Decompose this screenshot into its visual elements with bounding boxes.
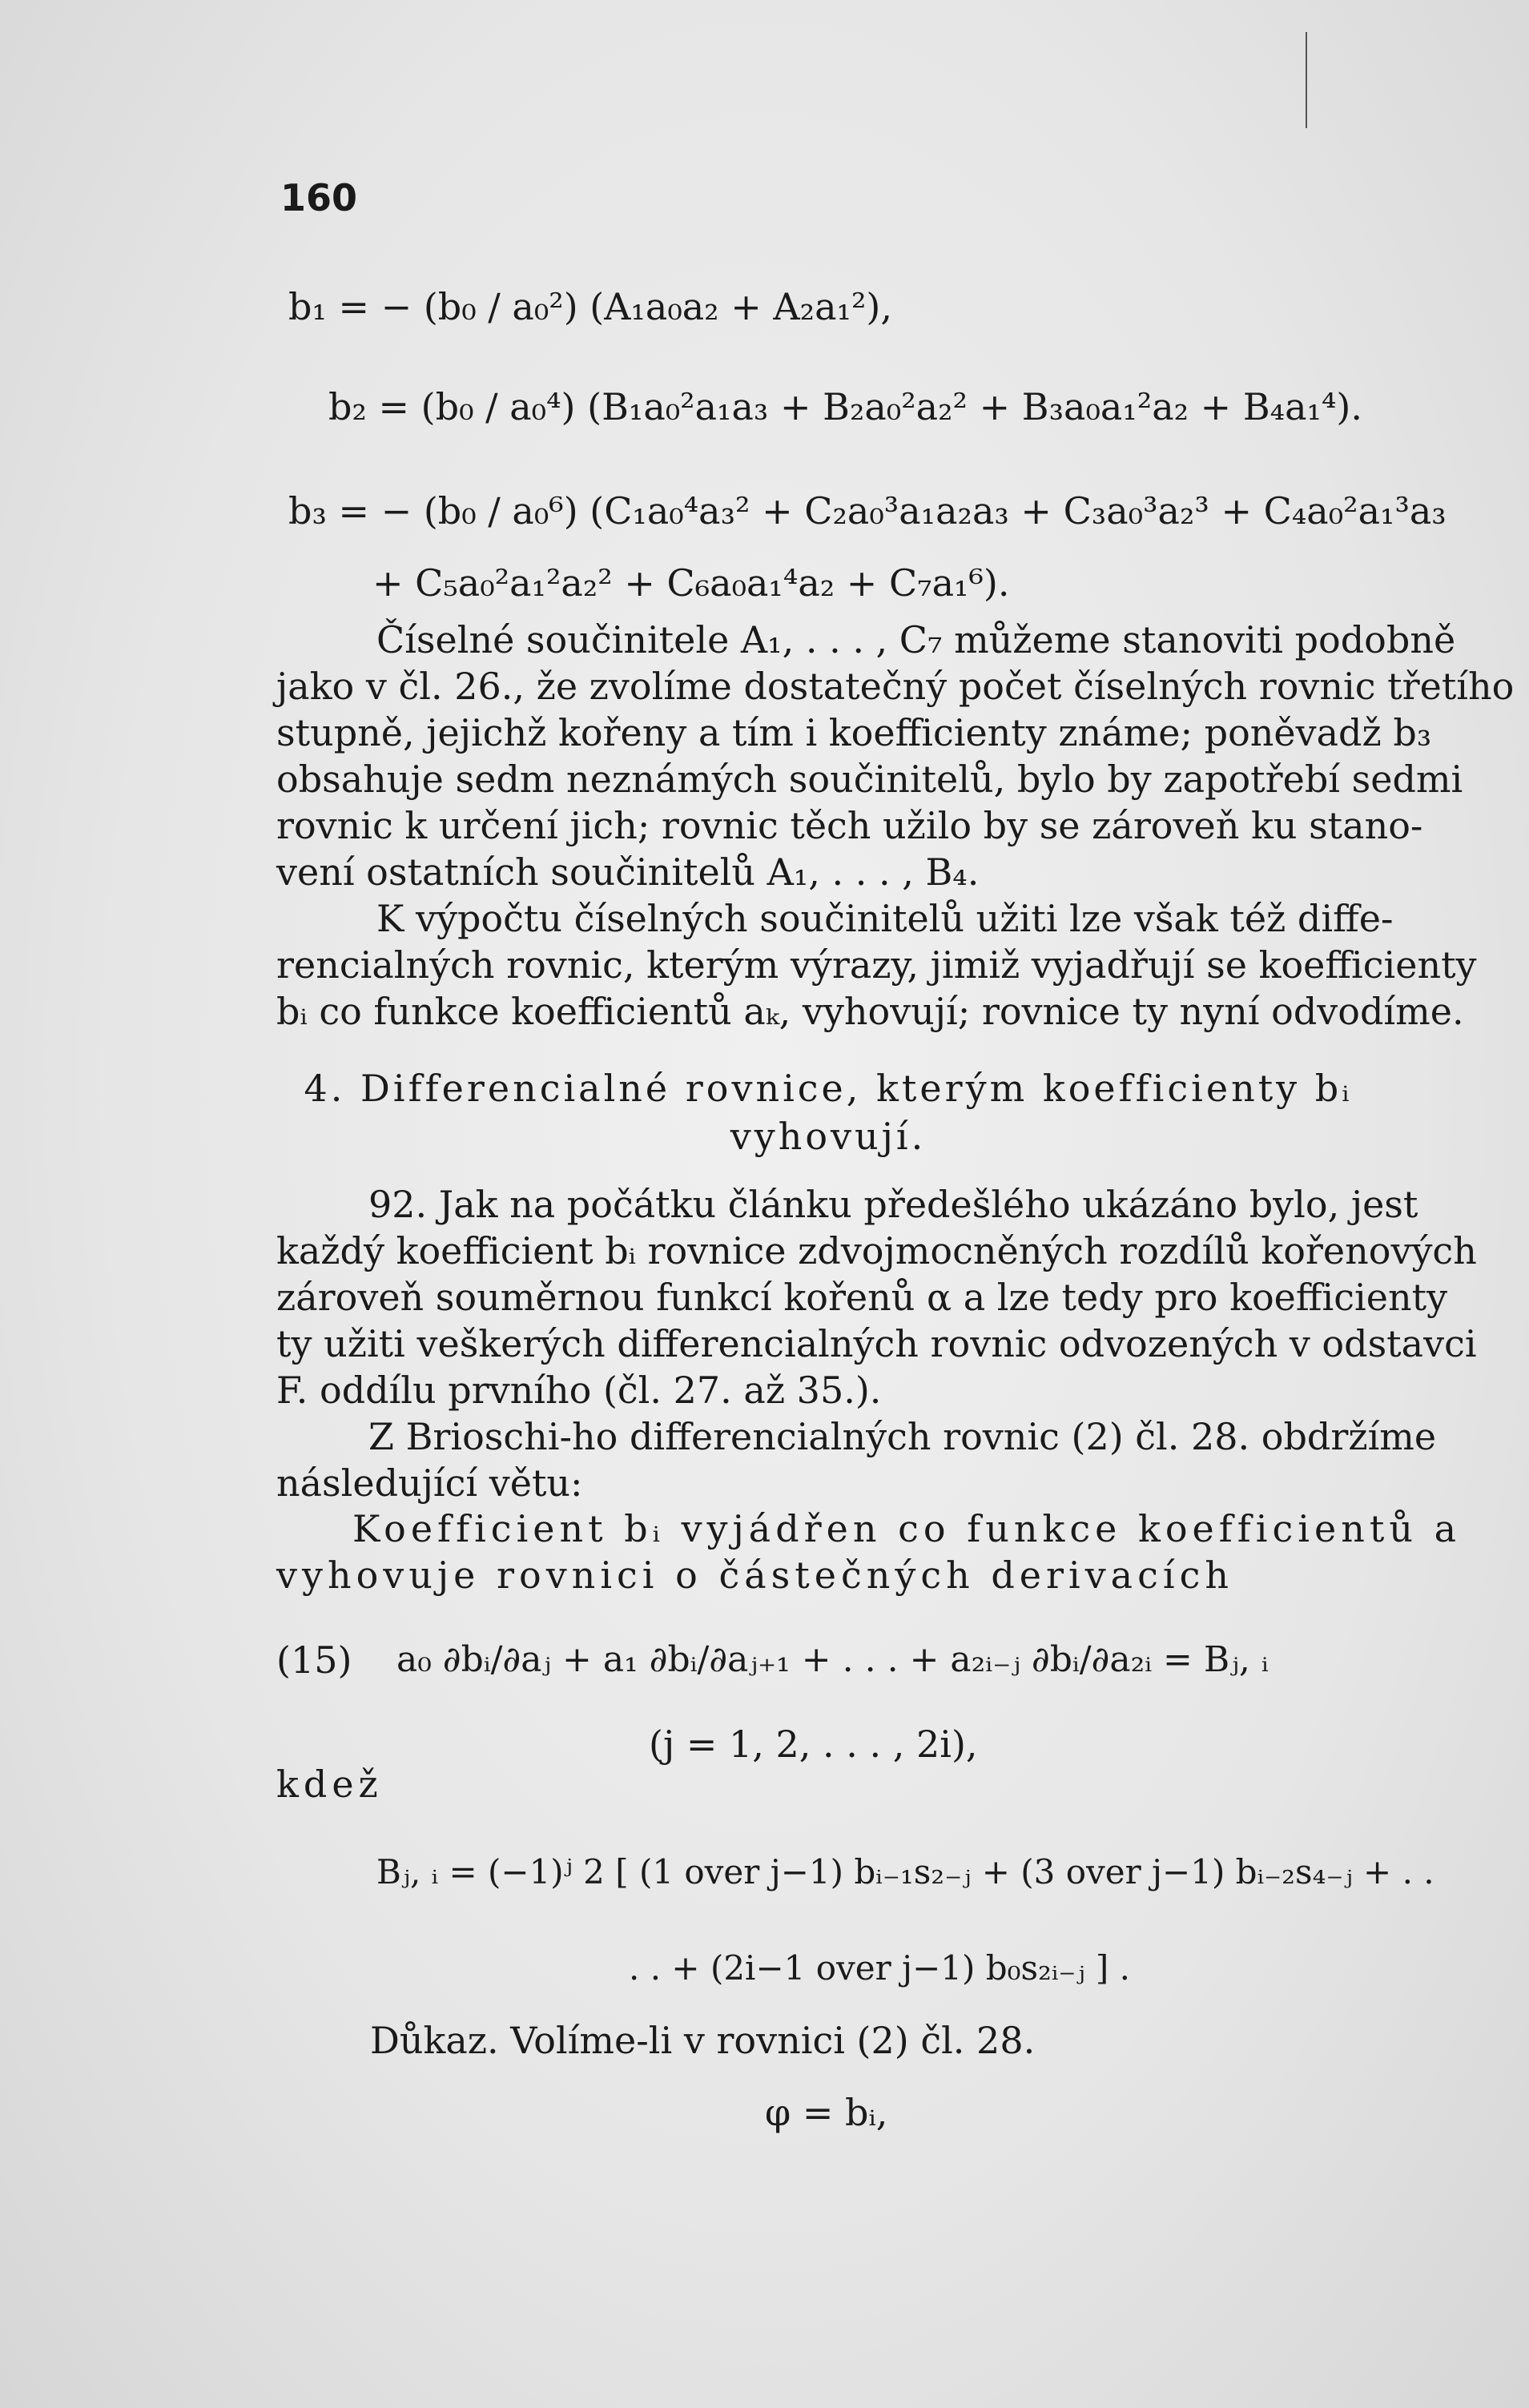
equation-15-body: a₀ ∂bᵢ/∂aⱼ + a₁ ∂bᵢ/∂aⱼ₊₁ + . . . + a₂ᵢ₋ⱼ ∂bᵢ/∂a₂ᵢ = Bⱼ, ᵢ (396, 1639, 1269, 1680)
equation-15-range: (j = 1, 2, . . . , 2i), (649, 1723, 978, 1766)
bji-definition-line1: Bⱼ, ᵢ = (−1)ʲ 2 [ (1 over j−1) bᵢ₋₁s₂₋ⱼ + (3 over j−1) bᵢ₋₂s₄₋ⱼ + . . (376, 1852, 1434, 1891)
page-number: 160 (280, 176, 358, 219)
paragraph1-line: stupně, jejichž kořeny a tím i koefficienty známe; poněvadž b₃ (276, 711, 1432, 754)
paragraph3-line: ty užiti veškerých differencialných rovnic odvozených v odstavci (276, 1322, 1477, 1365)
paragraph2-line: bᵢ co funkce koefficientů aₖ, vyhovují; rovnice ty nyní odvodíme. (276, 990, 1464, 1033)
paragraph3-line: každý koefficient bᵢ rovnice zdvojmocněných rozdílů kořenových (276, 1229, 1477, 1272)
paragraph1-line: jako v čl. 26., že zvolíme dostatečný počet číselných rovnic třetího (276, 665, 1515, 708)
equation-b3-line1: b₃ = − (b₀ / a₀⁶) (C₁a₀⁴a₃² + C₂a₀³a₁a₂a₃ + C₃a₀³a₂³ + C₄a₀²a₁³a₃ (288, 489, 1447, 533)
section-heading-line2: vyhovují. (730, 1115, 927, 1158)
paragraph1-line: Číselné součinitele A₁, . . . , C₇ můžeme stanoviti podobně (376, 618, 1456, 661)
bji-definition-line2: . . + (2i−1 over j−1) b₀s₂ᵢ₋ⱼ ] . (629, 1948, 1130, 1988)
paragraph1-line: rovnic k určení jich; rovnic těch užilo by se zároveň ku stano- (276, 804, 1423, 847)
equation-b3-line2: + C₅a₀²a₁²a₂² + C₆a₀a₁⁴a₂ + C₇a₁⁶). (372, 561, 1010, 605)
paragraph1-line: vení ostatních součinitelů A₁, . . . , B₄. (276, 850, 980, 894)
proof-line: Důkaz. Volíme-li v rovnici (2) čl. 28. (370, 2019, 1036, 2062)
paragraph2-line: rencialných rovnic, kterým výrazy, jimiž vyjadřují se koefficienty (276, 943, 1477, 987)
section-heading-line1: 4. Differencialné rovnice, kterým koefficienty bᵢ (304, 1067, 1353, 1110)
kdez-word: kdež (276, 1763, 383, 1806)
paragraph1-line: obsahuje sedm neznámých součinitelů, bylo by zapotřebí sedmi (276, 758, 1463, 801)
paragraph4-line: následující větu: (276, 1461, 583, 1505)
phi-equation: φ = bᵢ, (765, 2091, 888, 2134)
equation-b1: b₁ = − (b₀ / a₀²) (A₁a₀a₂ + A₂a₁²), (288, 285, 892, 328)
equation-15-label: (15) (276, 1638, 352, 1682)
paragraph3-line: F. oddílu prvního (čl. 27. až 35.). (276, 1369, 882, 1412)
paragraph4-line: Z Brioschi-ho differencialných rovnic (2) čl. 28. obdržíme (368, 1415, 1437, 1458)
equation-b2: b₂ = (b₀ / a₀⁴) (B₁a₀²a₁a₃ + B₂a₀²a₂² + B₃a₀a₁²a₂ + B₄a₁⁴). (328, 385, 1362, 428)
paragraph3-line: 92. Jak na počátku článku předešlého ukázáno bylo, jest (368, 1183, 1418, 1226)
paragraph2-line: K výpočtu číselných součinitelů užiti lze však též diffe- (376, 897, 1394, 940)
theorem-line: Koefficient bᵢ vyjádřen co funkce koefficientů a (352, 1507, 1462, 1550)
paragraph3-line: zároveň souměrnou funkcí kořenů α a lze tedy pro koefficienty (276, 1276, 1448, 1319)
theorem-line: vyhovuje rovnici o částečných derivacích (276, 1554, 1233, 1597)
